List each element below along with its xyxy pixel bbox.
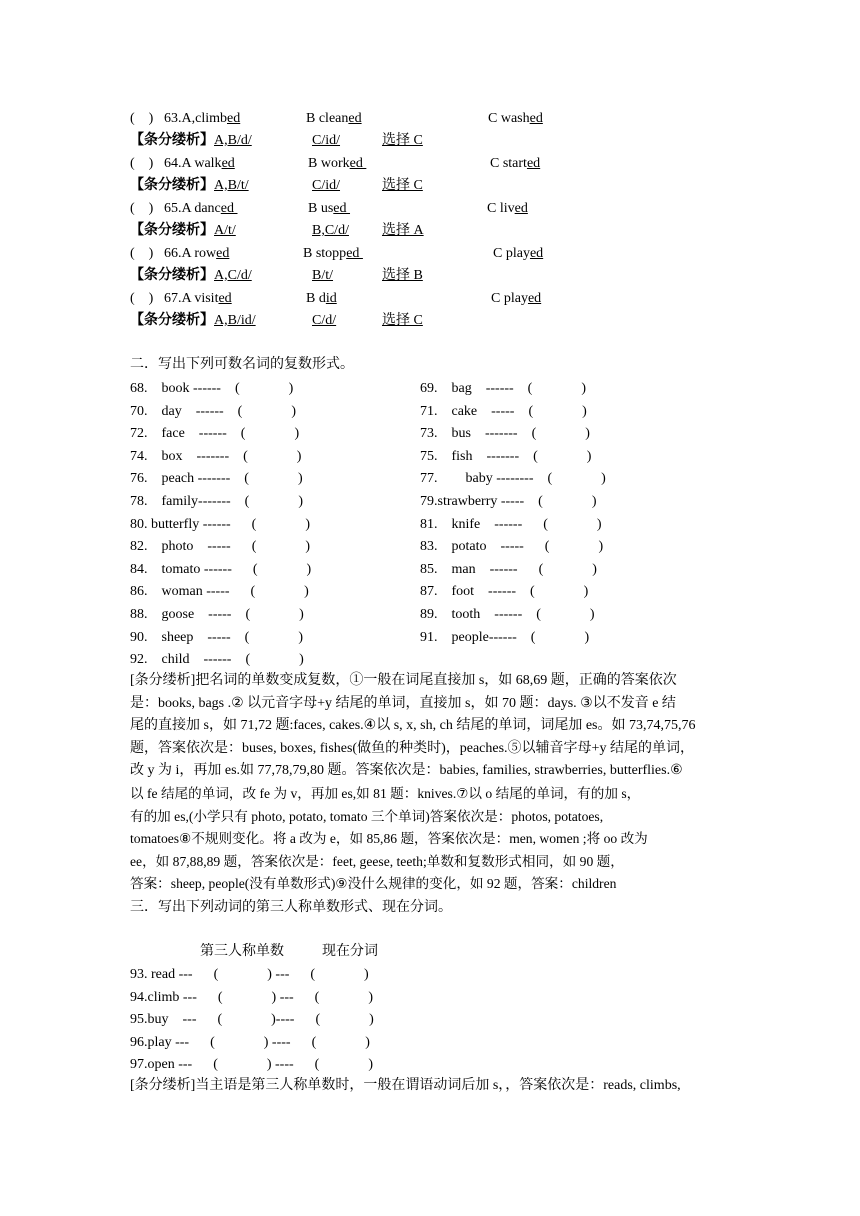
analysis-tag: 【条分缕析】 — [130, 268, 214, 283]
plural-item: 84. tomato ------ ( ) — [130, 561, 312, 577]
option-a-text: 64.A walk — [164, 156, 222, 171]
plural-item: 80. butterfly ------ ( ) — [130, 516, 311, 532]
analysis-text-line: 是：books, bags .② 以元音字母+y 结尾的单词，直接加 s，如 70 题：days. ③以不发音 e 结 — [130, 695, 676, 711]
analysis-line — [130, 133, 423, 149]
analysis-a: A,B/d/ — [214, 133, 252, 148]
option-b — [308, 201, 350, 217]
option-c-underlined: ed — [527, 291, 542, 306]
option-c — [488, 111, 543, 127]
option-c-underlined: ed — [514, 201, 528, 216]
plural-item: 72. face ------ ( ) — [130, 426, 300, 442]
plural-item: 83. potato ----- ( ) — [420, 539, 604, 555]
plural-item: 81. knife ------ ( ) — [420, 516, 602, 532]
answer-paren: ( ) — [130, 246, 154, 261]
option-a-text: 67.A visit — [164, 291, 219, 306]
option-c — [491, 291, 541, 307]
option-c-text: C play — [493, 246, 530, 261]
analysis-line — [130, 268, 423, 284]
option-c — [487, 201, 528, 217]
option-c — [490, 156, 540, 172]
option-a — [164, 201, 237, 217]
option-c-text: C liv — [487, 201, 515, 216]
option-b — [306, 111, 362, 127]
plural-item: 88. goose ----- ( ) — [130, 607, 304, 622]
analysis-line — [130, 178, 423, 194]
analysis-text-line: 有的加 es,(小学只有 photo, potato, tomato 三个单词)答案依次是：photos, potatoes, — [130, 808, 604, 824]
option-b-text: B d — [306, 291, 326, 306]
option-a — [164, 291, 232, 307]
plural-item: 79.strawberry ----- ( ) — [420, 494, 597, 509]
option-b-underlined: ed — [348, 111, 362, 126]
option-a-underlined: ed — [227, 111, 241, 126]
analysis-a: A,B/t/ — [214, 178, 249, 193]
analysis-choice: 选择 C — [382, 178, 423, 193]
analysis-text-line: 以 fe 结尾的单词，改 fe 为 v，再加 es,如 81 题：knives.⑦以 o 结尾的单词，有的加 s， — [130, 786, 641, 801]
analysis-text-line: 题，答案依次是：buses, boxes, fishes(做鱼的种类时)，peaches.⑤以辅音字母+y 结尾的单词， — [130, 740, 694, 756]
verb-row: 94.climb --- ( ) --- ( ) — [130, 989, 374, 1005]
option-c-text: C wash — [488, 111, 530, 126]
option-b-text: B clean — [306, 111, 349, 126]
plural-item: 82. photo ----- ( ) — [130, 539, 311, 555]
analysis-tag: 【条分缕析】 — [130, 313, 214, 328]
analysis-b: B,C/d/ — [312, 223, 349, 238]
plural-item: 76. peach ------- ( ) — [130, 471, 303, 487]
plural-item: 70. day ------ ( ) — [130, 403, 297, 419]
option-b-text: B us — [308, 201, 334, 216]
analysis-a: A/t/ — [214, 223, 236, 238]
analysis-choice: 选择 A — [382, 223, 424, 238]
option-b-text: B stopp — [303, 246, 347, 261]
section-two-title: 二．写出下列可数名词的复数形式。 — [130, 357, 354, 372]
option-c-underlined: ed — [526, 156, 541, 171]
plural-item: 74. box ------- ( ) — [130, 448, 302, 464]
analysis-tag: 【条分缕析】 — [130, 178, 214, 193]
analysis-a: A,B/id/ — [214, 313, 256, 328]
option-a — [164, 156, 235, 172]
plural-item: 85. man ------ ( ) — [420, 561, 597, 577]
plural-item: 90. sheep ----- ( ) — [130, 629, 304, 645]
answer-paren: ( ) — [130, 201, 154, 216]
option-b — [308, 156, 366, 172]
analysis-a: A,C/d/ — [214, 268, 252, 283]
option-b-underlined: ed — [333, 201, 351, 216]
verb-row: 93. read --- ( ) --- ( ) — [130, 967, 369, 982]
analysis-text-line: tomatoes⑧不规则变化。将 a 改为 e，如 85,86 题，答案依次是：men, women ;将 oo 改为 — [130, 831, 648, 847]
analysis-tag: 【条分缕析】 — [130, 133, 214, 148]
analysis-b: C/id/ — [312, 178, 341, 193]
plural-item: 91. people------ ( ) — [420, 629, 590, 645]
analysis-tag: 【条分缕析】 — [130, 223, 214, 238]
option-b-text: B work — [308, 156, 350, 171]
analysis-b: B/t/ — [312, 268, 334, 283]
analysis-text-line: ee，如 87,88,89 题，答案依次是：feet, geese, teeth;单数和复数形式相同，如 90 题， — [130, 853, 624, 869]
plural-item: 89. tooth ------ ( ) — [420, 607, 595, 622]
option-a-underlined: ed — [220, 201, 238, 216]
option-b — [306, 291, 337, 307]
option-c-text: C start — [490, 156, 527, 171]
third-person-header: 第三人称单数 — [200, 944, 284, 959]
option-c — [493, 246, 543, 262]
plural-item: 71. cake ----- ( ) — [420, 403, 587, 419]
plural-item: 92. child ------ ( ) — [130, 652, 304, 668]
verb-row: 95.buy --- ( )---- ( ) — [130, 1012, 374, 1028]
verb-row: 96.play --- ( ) ---- ( ) — [130, 1034, 370, 1050]
analysis-text-line: 尾的直接加 s，如 71,72 题:faces, cakes.④以 s, x, sh, ch 结尾的单词，词尾加 es。如 73,74,75,76 — [130, 718, 696, 734]
analysis-line — [130, 223, 424, 239]
option-a-underlined: ed — [216, 246, 230, 261]
option-b-underlined: id — [325, 291, 337, 306]
option-a-text: 66.A row — [164, 246, 217, 261]
answer-paren: ( ) — [130, 111, 154, 126]
analysis-line — [130, 313, 423, 329]
section-three-title: 三．写出下列动词的第三人称单数形式、现在分词。 — [130, 900, 452, 915]
option-c-text: C play — [491, 291, 528, 306]
plural-item: 78. family------- ( ) — [130, 494, 304, 509]
plural-item: 73. bus ------- ( ) — [420, 426, 590, 442]
analysis-choice: 选择 C — [382, 133, 423, 148]
option-a-underlined: ed — [218, 291, 232, 306]
verb-analysis: [条分缕析]当主语是第三人称单数时，一般在谓语动词后加 s，，答案依次是：reads, climbs, — [130, 1078, 681, 1093]
option-b-underlined: ed — [349, 156, 367, 171]
analysis-text-line: 改 y 为 i，再加 es.如 77,78,79,80 题。答案依次是：babies, families, strawberries, butterflies.⑥ — [130, 763, 683, 779]
answer-paren: ( ) — [130, 291, 154, 306]
plural-item: 77. baby -------- ( ) — [420, 471, 606, 487]
analysis-choice: 选择 C — [382, 313, 423, 328]
option-c-underlined: ed — [529, 246, 544, 261]
option-a-text: 63.A,climb — [164, 111, 227, 126]
plural-item: 75. fish ------- ( ) — [420, 448, 592, 464]
plural-item: 86. woman ----- ( ) — [130, 584, 309, 600]
plural-item: 69. bag ------ ( ) — [420, 381, 587, 396]
verb-row: 97.open --- ( ) ---- ( ) — [130, 1057, 373, 1073]
analysis-text-line: 答案：sheep, people(没有单数形式)⑨没什么规律的变化，如 92 题，答案：children — [130, 876, 617, 892]
plural-item: 68. book ------ ( ) — [130, 381, 294, 396]
analysis-choice: 选择 B — [382, 268, 423, 283]
present-participle-header: 现在分词 — [322, 944, 378, 959]
option-a — [164, 246, 229, 262]
plural-item: 87. foot ------ ( ) — [420, 584, 589, 600]
option-a-text: 65.A danc — [164, 201, 221, 216]
option-a-underlined: ed — [221, 156, 235, 171]
analysis-text-line: [条分缕析]把名词的单数变成复数，①一般在词尾直接加 s，如 68,69 题，正确的答案依次 — [130, 673, 677, 688]
option-c-underlined: ed — [529, 111, 543, 126]
analysis-b: C/d/ — [312, 313, 337, 328]
option-b-underlined: ed — [346, 246, 363, 261]
option-b — [303, 246, 363, 262]
answer-paren: ( ) — [130, 156, 154, 171]
option-a — [164, 111, 240, 127]
analysis-b: C/id/ — [312, 133, 341, 148]
